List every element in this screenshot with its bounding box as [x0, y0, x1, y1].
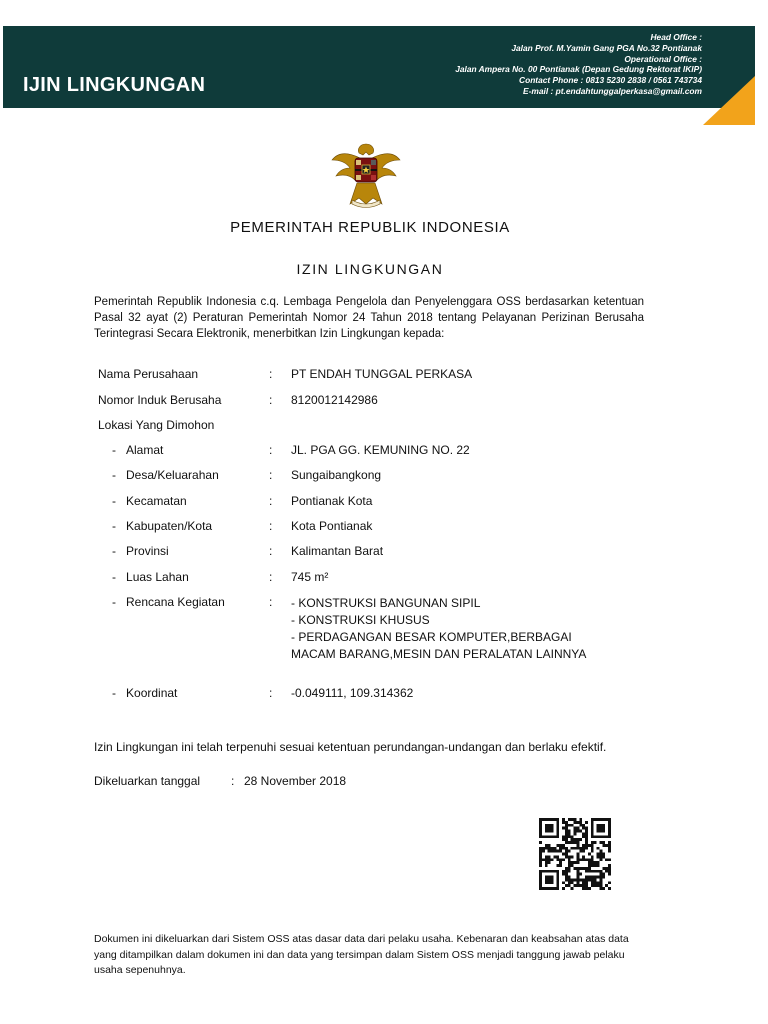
- field-label: [112, 544, 169, 558]
- land-area-label: Luas Lahan: [126, 570, 189, 584]
- field-colon: :: [269, 595, 273, 609]
- coordinates-value: -0.049111, 109.314362: [291, 686, 414, 700]
- head-office-label: Head Office :: [650, 32, 702, 42]
- issued-date-label: Dikeluarkan tanggal: [94, 774, 201, 788]
- issued-date-colon: :: [231, 774, 235, 788]
- address-label: Alamat: [126, 443, 164, 457]
- qr-code-icon: [539, 818, 611, 890]
- coordinates-label: Koordinat: [126, 686, 178, 700]
- field-colon: :: [269, 494, 273, 508]
- field-colon: :: [269, 686, 273, 700]
- bullet: -: [112, 494, 116, 508]
- field-colon: :: [269, 570, 273, 584]
- banner-title: IJIN LINGKUNGAN: [23, 74, 206, 96]
- disclaimer-text: Dokumen ini dikeluarkan dari Sistem OSS atas dasar data dari pelaku usaha. Kebenaran dan keabsahan atas data yang ditampilkan dalam dokumen ini dan data yang tersimpan dalam Sistem OSS menjadi tanggung jawab pelaku usaha sepenuhnya.: [94, 933, 629, 976]
- field-colon: :: [269, 544, 273, 558]
- bullet: -: [112, 443, 116, 457]
- bullet: -: [112, 595, 116, 609]
- office-contact-block: [282, 32, 702, 97]
- validity-statement: Izin Lingkungan ini telah terpenuhi sesuai ketentuan perundangan-undangan dan berlaku efektif.: [94, 740, 607, 754]
- bullet: -: [112, 544, 116, 558]
- bullet: -: [112, 519, 116, 533]
- banner-corner-accent: [703, 76, 755, 125]
- field-label: [112, 570, 189, 584]
- bullet: -: [112, 686, 116, 700]
- field-colon: :: [269, 468, 273, 482]
- field-label: Nomor Induk Berusaha: [98, 393, 222, 407]
- head-office-address: Jalan Prof. M.Yamin Gang PGA No.32 Pontianak: [511, 42, 702, 53]
- intro-paragraph: Pemerintah Republik Indonesia c.q. Lembaga Pengelola dan Penyelenggara OSS berdasarkan ketentuan Pasal 32 ayat (2) Peraturan Pemerintah Nomor 24 Tahun 2018 tentang Pelayanan Perizinan Berusaha Terintegrasi Secara Elektronik, menerbitkan Izin Lingkungan kepada:: [94, 296, 644, 340]
- activities-list: [291, 595, 586, 663]
- field-label: [112, 443, 163, 457]
- bullet: -: [112, 570, 116, 584]
- contact-email: E-mail : pt.endahtunggalperkasa@gmail.com: [523, 85, 702, 96]
- company-name-value: PT ENDAH TUNGGAL PERKASA: [291, 367, 473, 381]
- district-value: Pontianak Kota: [291, 494, 373, 508]
- field-colon: :: [269, 443, 273, 457]
- land-area-value: 745 m²: [291, 570, 329, 584]
- bullet: -: [112, 468, 116, 482]
- activities-label: Rencana Kegiatan: [126, 595, 225, 609]
- province-label: Provinsi: [126, 544, 169, 558]
- location-heading-label: Lokasi Yang Dimohon: [98, 418, 215, 432]
- issuer-heading: PEMERINTAH REPUBLIK INDONESIA: [230, 219, 510, 236]
- activity-item: - PERDAGANGAN BESAR KOMPUTER,BERBAGAI: [291, 630, 572, 644]
- activity-item: - KONSTRUKSI KHUSUS: [291, 613, 430, 627]
- operational-office-label: Operational Office :: [624, 53, 702, 64]
- field-label: [112, 468, 219, 482]
- field-label: [112, 686, 177, 700]
- business-id-value: 8120012142986: [291, 393, 378, 407]
- field-label: [112, 519, 212, 533]
- regency-value: Kota Pontianak: [291, 519, 373, 533]
- field-label: [112, 595, 225, 609]
- village-value: Sungaibangkong: [291, 468, 382, 482]
- district-label: Kecamatan: [126, 494, 187, 508]
- field-colon: :: [269, 393, 273, 407]
- header-banner: [3, 26, 755, 108]
- village-label: Desa/Keluarahan: [126, 468, 219, 482]
- operational-office-address: Jalan Ampera No. 00 Pontianak (Depan Gedung Rektorat IKIP): [455, 64, 702, 75]
- garuda-emblem-icon: [330, 138, 402, 210]
- field-colon: :: [269, 367, 273, 381]
- regency-label: Kabupaten/Kota: [126, 519, 213, 533]
- field-label: Nama Perusahaan: [98, 367, 199, 381]
- activity-item: - KONSTRUKSI BANGUNAN SIPIL: [291, 596, 481, 610]
- address-value: JL. PGA GG. KEMUNING NO. 22: [291, 443, 470, 457]
- field-colon: :: [269, 519, 273, 533]
- contact-phone: Contact Phone : 0813 5230 2838 / 0561 743734: [519, 75, 702, 86]
- field-label: [112, 494, 187, 508]
- document-title: IZIN LINGKUNGAN: [296, 261, 444, 277]
- activity-item: MACAM BARANG,MESIN DAN PERALATAN LAINNYA: [291, 647, 587, 661]
- issued-date-value: 28 November 2018: [244, 774, 347, 788]
- province-value: Kalimantan Barat: [291, 544, 384, 558]
